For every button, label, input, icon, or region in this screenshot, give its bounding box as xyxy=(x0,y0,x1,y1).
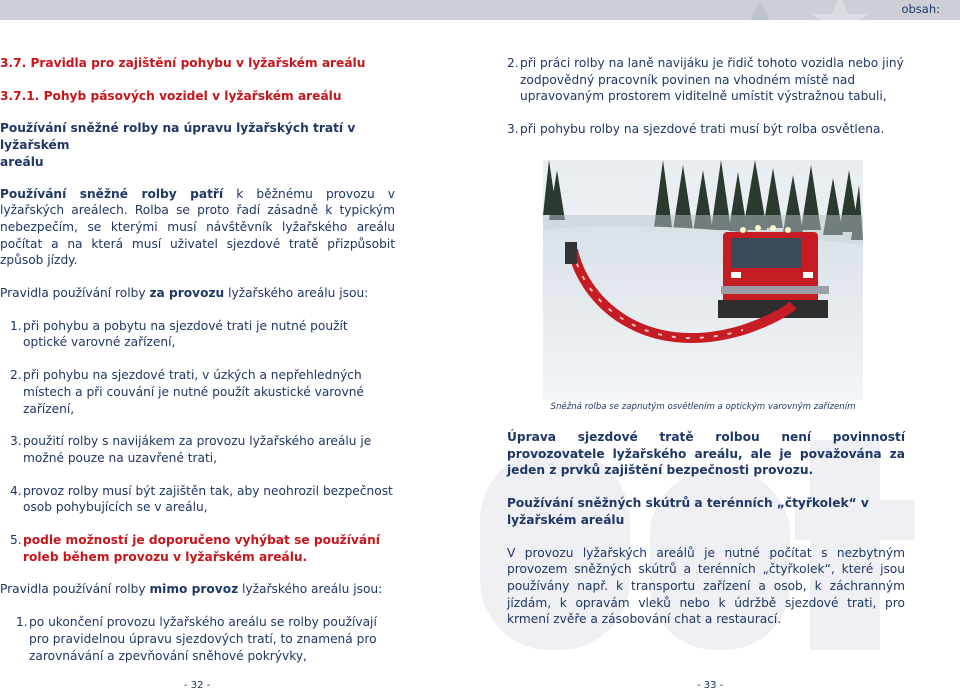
section-heading: 3.7. Pravidla pro zajištění pohybu v lyžařském areálu xyxy=(0,56,366,70)
contents-link[interactable]: obsah: xyxy=(901,2,940,16)
list-item-number: 3. xyxy=(10,434,22,449)
topic-heading xyxy=(0,120,395,170)
rules-during-operation-heading xyxy=(0,285,395,302)
list-item-number: 4. xyxy=(10,483,22,498)
list-item-text: provoz rolby musí být zajištěn tak, aby neohrozil bezpečnost osob pohybujících se v areálu, xyxy=(23,483,393,515)
list-item-text: při práci rolby na laně navijáku je řidič tohoto vozidla nebo jiný zodpovědný pracovník povinen na vhodném místě nad upravovaným prostorem viditelně umístit výstražnou tabuli, xyxy=(520,56,904,104)
list-item xyxy=(507,55,905,105)
top-bar xyxy=(0,0,960,20)
list-item-number: 1. xyxy=(16,615,28,630)
list-item-number: 3. xyxy=(507,122,519,137)
scooter-paragraph: V provozu lyžařských areálů je nutné počítat s nezbytným provozem sněžných skútrů a terénních „čtyřkolek“, které jsou používány např. k transportu zařízení a osob, k záchranným jízdám, k opravám vleků nebo k údržbě sjezdové trati, pro krmení zvěře a zásobování chat a restaurací. xyxy=(507,545,905,627)
list-item xyxy=(0,532,395,565)
right-page xyxy=(507,55,905,138)
snow-groomer-photo xyxy=(543,160,863,400)
rules2-pre: Pravidla používání rolby xyxy=(0,582,150,597)
intro-text: k běžnému provozu v lyžařských areálech. Rolba se proto řadí zásadně k typickým nebezpečím, se kterými musí návštěvník lyžařského areálu počítat a na která musí uživatel sjezdové tratě přizpůsobit způsob jízdy. xyxy=(0,186,395,268)
list-item-text: při pohybu na sjezdové trati, v úzkých a nepřehledných místech a při couvání je nutné použít akustické varovné zařízení, xyxy=(23,368,364,416)
rules1-post: lyžařského areálu jsou: xyxy=(224,286,369,301)
rules2-post: lyžařského areálu jsou: xyxy=(238,582,383,597)
list-item-text: podle možností je doporučeno vyhýbat se používání roleb během provozu v lyžařském areálu. xyxy=(23,533,380,564)
rules1-pre: Pravidla používání rolby xyxy=(0,286,150,301)
list-item xyxy=(0,614,395,664)
list-item-number: 2. xyxy=(10,368,22,383)
list-item xyxy=(0,318,395,351)
list-item-number: 1. xyxy=(10,318,22,333)
rules2-bold: mimo provoz xyxy=(149,582,239,597)
scooter-heading: Používání sněžných skútrů a terénních „čtyřkolek“ v lyžařském areálu xyxy=(507,496,869,527)
rules1-bold: za provozu xyxy=(149,286,225,301)
bold-statement: Úprava sjezdové tratě rolbou není povinností provozovatele lyžařského areálu, ale je považována za jeden z prvků zajištění bezpečnosti provozu. xyxy=(507,430,905,478)
rules-off-operation-heading xyxy=(0,581,395,598)
intro-paragraph xyxy=(0,186,395,270)
list-item xyxy=(0,367,395,417)
topic-heading-line1: Používání sněžné rolby na úpravu lyžařských tratí v lyžařském xyxy=(0,121,356,153)
list-item xyxy=(0,433,395,466)
subsection-heading: 3.7.1. Pohyb pásových vozidel v lyžařském areálu xyxy=(0,88,342,103)
photo-caption: Sněžná rolba se zapnutým osvětlením a optickým varovným zařízením xyxy=(550,402,856,412)
list-item xyxy=(0,483,395,516)
list-item-number: 2. xyxy=(507,56,519,70)
list-item-text: při pohybu rolby na sjezdové trati musí být rolba osvětlena. xyxy=(520,122,885,137)
left-page xyxy=(0,55,395,664)
list-item xyxy=(507,121,905,138)
list-item-text: při pohybu a pobytu na sjezdové trati je nutné použít optické varovné zařízení, xyxy=(23,318,348,350)
right-lower-text xyxy=(507,429,905,628)
page-number-left: - 32 - xyxy=(184,680,211,690)
list-item-text: po ukončení provozu lyžařského areálu se rolby používají pro pravidelnou úpravu sjezdových tratí, to znamená pro zarovnávání a zpevňování sněhové pokrývky, xyxy=(29,615,377,663)
list-item-number: 5. xyxy=(10,533,22,548)
list-item-text: použití rolby s navijákem za provozu lyžařského areálu je možné pouze na uzavřené trati, xyxy=(23,434,372,465)
topic-heading-line2: areálu xyxy=(0,154,44,169)
intro-bold: Používání sněžné rolby patří xyxy=(0,186,224,201)
page-number-right: - 33 - xyxy=(697,680,724,690)
